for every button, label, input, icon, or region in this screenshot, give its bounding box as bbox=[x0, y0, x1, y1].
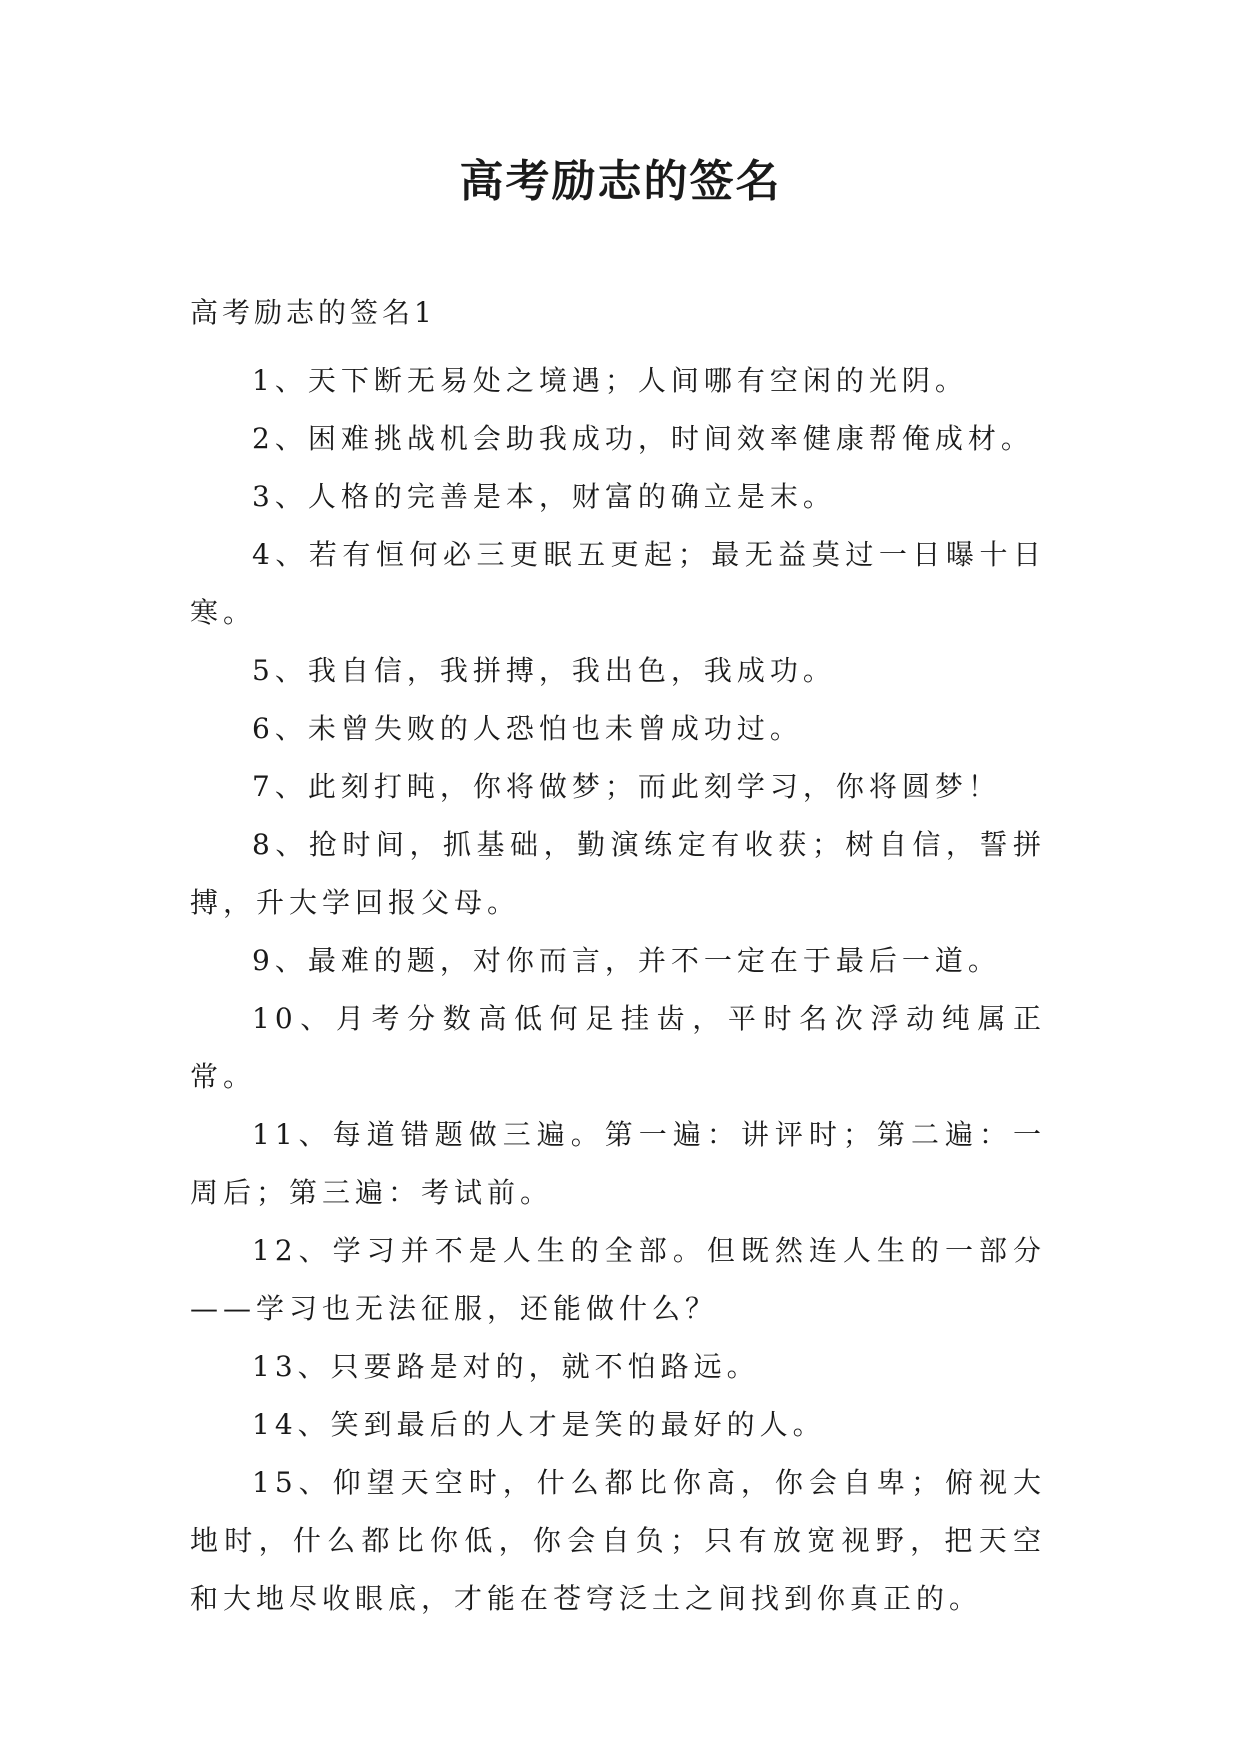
list-item: 3、人格的完善是本，财富的确立是末。 bbox=[252, 480, 836, 513]
list-item: 8、抢时间，抓基础，勤演练定有收获；树自信，誓拼搏，升大学回报父母。 bbox=[190, 828, 1046, 919]
list-item: 6、未曾失败的人恐怕也未曾成功过。 bbox=[252, 712, 803, 745]
document-title: 高考励志的签名 bbox=[459, 156, 782, 207]
list-item: 4、若有恒何必三更眠五更起；最无益莫过一日曝十日寒。 bbox=[190, 538, 1046, 629]
section-heading: 高考励志的签名1 bbox=[190, 296, 436, 329]
list-item: 10、月考分数高低何足挂齿，平时名次浮动纯属正常。 bbox=[190, 1002, 1046, 1093]
list-item: 15、仰望天空时，什么都比你高，你会自卑；俯视大地时，什么都比你低，你会自负；只有放宽视野，把天空和大地尽收眼底，才能在苍穹泛土之间找到你真正的。 bbox=[190, 1466, 1046, 1615]
list-item: 12、学习并不是人生的全部。但既然连人生的一部分——学习也无法征服，还能做什么？ bbox=[190, 1234, 1046, 1325]
list-item: 11、每道错题做三遍。第一遍：讲评时；第二遍：一周后；第三遍：考试前。 bbox=[190, 1118, 1046, 1209]
list-item: 5、我自信，我拼搏，我出色，我成功。 bbox=[252, 654, 836, 687]
list-item: 7、此刻打盹，你将做梦；而此刻学习，你将圆梦！ bbox=[252, 770, 1001, 803]
list-item: 2、困难挑战机会助我成功，时间效率健康帮俺成材。 bbox=[252, 422, 1034, 455]
list-item: 14、笑到最后的人才是笑的最好的人。 bbox=[252, 1408, 826, 1441]
list-item: 1、天下断无易处之境遇；人间哪有空闲的光阴。 bbox=[252, 364, 968, 397]
list-item: 13、只要路是对的，就不怕路远。 bbox=[252, 1350, 760, 1383]
list-item: 9、最难的题，对你而言，并不一定在于最后一道。 bbox=[252, 944, 1001, 977]
document-body bbox=[190, 292, 1046, 1628]
